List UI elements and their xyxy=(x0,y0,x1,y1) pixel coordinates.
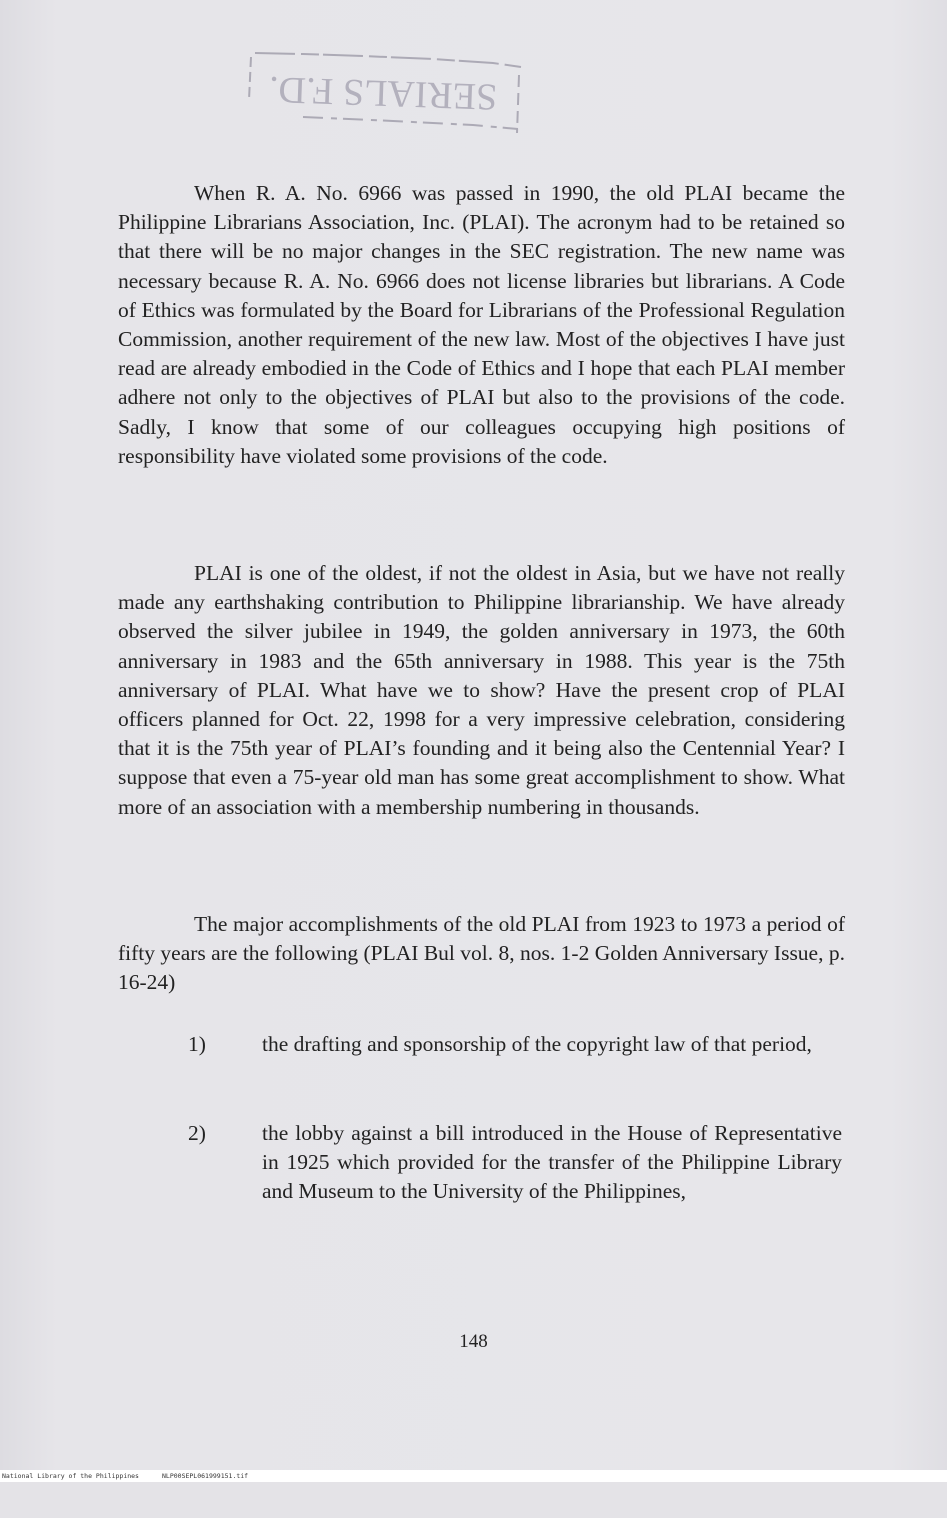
paragraph-2 xyxy=(118,559,845,822)
paragraph-1 xyxy=(118,179,845,471)
footer-source: National Library of the Philippines xyxy=(2,1472,139,1480)
list-item-number: 2) xyxy=(188,1121,206,1145)
stamp-text: SERIALS F.D. xyxy=(268,68,498,118)
list-item-text: the drafting and sponsorship of the copyright law of that period, xyxy=(262,1032,812,1056)
scan-footer xyxy=(0,1470,947,1482)
paragraph-3 xyxy=(118,910,845,998)
list-item-number: 1) xyxy=(188,1032,206,1056)
list-item-text: the lobby against a bill introduced in the House of Representative in 1925 which provided for the transfer of the Philippine Library and Museum to the University of the Philippines, xyxy=(262,1121,842,1204)
footer-filename: NLP00SEPL061999151.tif xyxy=(162,1472,249,1480)
paragraph-text: The major accomplishments of the old PLAI from 1923 to 1973 a period of fifty years are the following (PLAI Bul vol. 8, nos. 1-2 Golden Anniversary Issue, p. 16-24) xyxy=(118,912,845,995)
serials-stamp xyxy=(243,45,525,137)
paragraph-text: PLAI is one of the oldest, if not the oldest in Asia, but we have not really made any earthshaking contribution to Philippine librarianship. We have already observed the silver jubilee in 1949, the golden anniversary in 1973, the 60th anniversary in 1983 and the 65th anniversary in 1988. This year is the 75th anniversary of PLAI. What have we to show? Have the present crop of PLAI officers planned for Oct. 22, 1998 for a very impressive celebration, considering that it is the 75th year of PLAI’s founding and it being also the Centennial Year? I suppose that even a 75-year old man has some great accomplishment to show. What more of an association with a membership numbering in thousands. xyxy=(118,561,845,819)
page-number: 148 xyxy=(459,1331,488,1352)
paragraph-text: When R. A. No. 6966 was passed in 1990, the old PLAI became the Philippine Librarians Association, Inc. (PLAI). The acronym had to be retained so that there will be no major changes in the SEC registration. The new name was necessary because R. A. No. 6966 does not license libraries but librarians. A Code of Ethics was formulated by the Board for Librarians of the Professional Regulation Commission, another requirement of the new law. Most of the objectives I have just read are already embodied in the Code of Ethics and I hope that each PLAI member adhere not only to the objectives of PLAI but also to the provisions of the code. Sadly, I know that some of our colleagues occupying high positions of responsibility have violated some provisions of the code. xyxy=(118,181,845,468)
